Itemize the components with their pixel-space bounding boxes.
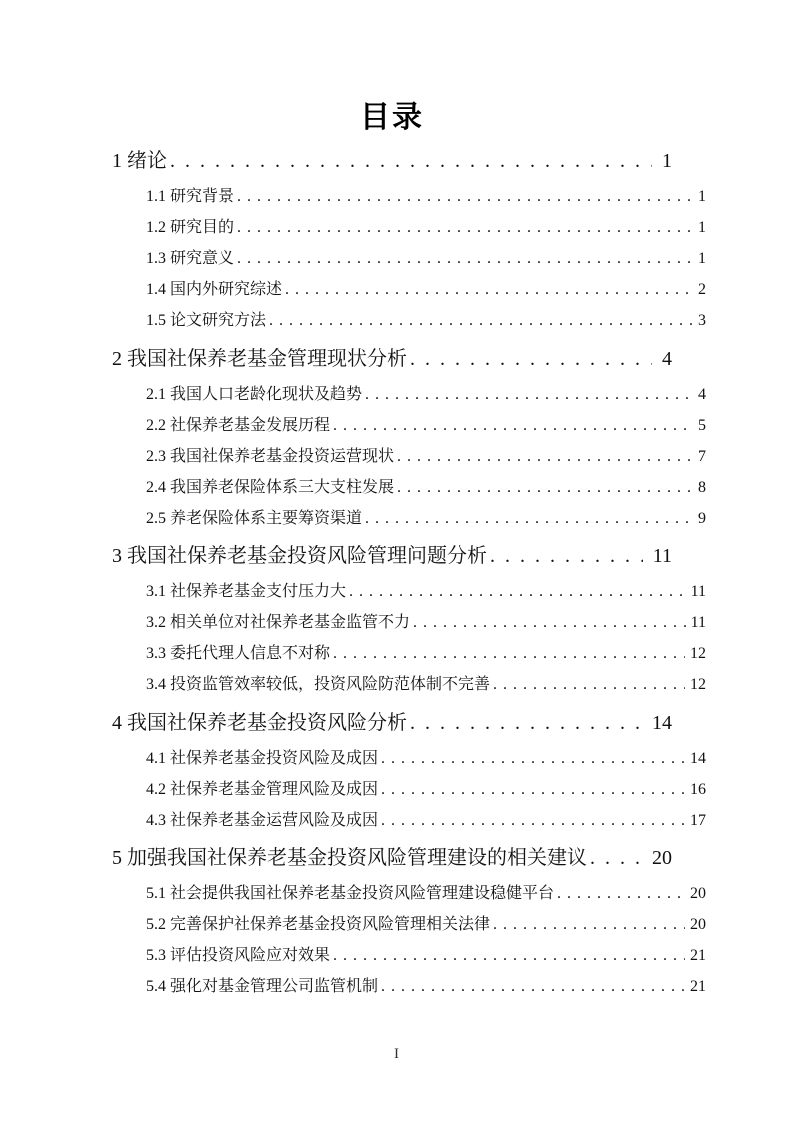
toc-entry-5-1[interactable] (146, 878, 706, 909)
toc-entry-page: 4 (698, 385, 706, 403)
toc-entry-3-4[interactable] (146, 669, 706, 700)
footer-page-number: I (394, 1046, 399, 1062)
dot-leader (410, 339, 652, 379)
dot-leader (381, 971, 685, 1002)
dot-leader (365, 379, 693, 410)
dot-leader (237, 212, 693, 243)
toc-entry-page: 20 (690, 885, 706, 902)
toc-entry-3-1[interactable] (146, 576, 706, 607)
dot-leader (349, 576, 686, 607)
dot-leader (269, 305, 693, 336)
toc-entry-page: 17 (690, 811, 706, 829)
toc-entry-label: 2 我国社保养老基金管理现状分析 (112, 347, 407, 370)
dot-leader (381, 774, 685, 805)
dot-leader (397, 441, 693, 472)
dot-leader (493, 669, 685, 700)
toc-entry-label: 3 我国社保养老基金投资风险管理问题分析 (112, 545, 487, 567)
dot-leader (410, 703, 642, 743)
toc-entry-label: 2.5 养老保险体系主要筹资渠道 (146, 509, 363, 527)
toc-entry-label: 1.1 研究背景 (146, 188, 235, 205)
toc-entry-label: 1.5 论文研究方法 (146, 312, 267, 329)
toc-entry-4-2[interactable] (146, 774, 706, 805)
toc-entry-label: 3.4 投资监管效率较低，投资风险防范体制不完善 (146, 676, 491, 693)
toc-entry-2-4[interactable] (146, 472, 706, 503)
toc-entry-page: 9 (698, 509, 706, 527)
toc-entry-page: 8 (698, 478, 706, 496)
toc-entry-2-3[interactable] (146, 441, 706, 472)
toc-entry-page: 7 (698, 447, 706, 465)
toc-entry-3[interactable] (112, 536, 672, 576)
dot-leader (365, 503, 693, 534)
toc-entry-1-3[interactable] (146, 243, 706, 274)
toc-entry-page: 14 (652, 711, 672, 734)
toc-entry-1-1[interactable] (146, 181, 706, 212)
toc-entry-label: 3.3 委托代理人信息不对称 (146, 645, 331, 662)
toc-entry-1-5[interactable] (146, 305, 706, 336)
toc-entry-2[interactable] (112, 339, 672, 379)
toc-entry-page: 5 (698, 416, 706, 434)
toc-entry-label: 5.4 强化对基金管理公司监管机制 (146, 978, 379, 995)
toc-entry-5-4[interactable] (146, 971, 706, 1002)
page-title: 目录 (360, 101, 424, 134)
dot-leader (493, 909, 685, 940)
toc-entry-1-2[interactable] (146, 212, 706, 243)
toc-entry-5[interactable] (112, 838, 672, 878)
toc-entry-page: 21 (690, 947, 706, 964)
toc-entry-label: 5.3 评估投资风险应对效果 (146, 947, 331, 964)
toc-entry-2-1[interactable] (146, 379, 706, 410)
toc-entry-2-5[interactable] (146, 503, 706, 534)
table-of-contents (112, 141, 706, 1002)
toc-entry-1-4[interactable] (146, 274, 706, 305)
toc-entry-page: 1 (698, 250, 706, 267)
toc-entry-label: 1.3 研究意义 (146, 250, 235, 267)
toc-entry-2-2[interactable] (146, 410, 706, 441)
dot-leader (170, 141, 652, 181)
toc-entry-page: 14 (690, 749, 706, 767)
toc-entry-3-3[interactable] (146, 638, 706, 669)
dot-leader (333, 410, 693, 441)
toc-entry-label: 5 加强我国社保养老基金投资风险管理建设的相关建议 (112, 847, 587, 869)
toc-entry-label: 5.1 社会提供我国社保养老基金投资风险管理建设稳健平台 (146, 885, 555, 902)
toc-entry-4[interactable] (112, 703, 672, 743)
toc-entry-page: 1 (698, 188, 706, 205)
toc-entry-4-3[interactable] (146, 805, 706, 836)
toc-entry-page: 11 (690, 614, 706, 631)
dot-leader (490, 536, 643, 576)
toc-entry-label: 1 绪论 (112, 150, 167, 172)
dot-leader (590, 838, 642, 878)
dot-leader (557, 878, 685, 909)
dot-leader (413, 607, 686, 638)
toc-entry-1[interactable] (112, 141, 672, 181)
toc-entry-page: 3 (698, 312, 706, 329)
dot-leader (397, 472, 693, 503)
toc-entry-label: 1.2 研究目的 (146, 219, 235, 236)
toc-entry-page: 11 (690, 583, 706, 600)
toc-entry-page: 16 (690, 780, 706, 798)
toc-entry-page: 1 (698, 219, 706, 236)
toc-entry-page: 11 (652, 545, 672, 567)
toc-entry-label: 4 我国社保养老基金投资风险分析 (112, 711, 407, 734)
toc-entry-label: 3.2 相关单位对社保养老基金监管不力 (146, 614, 411, 631)
dot-leader (381, 743, 685, 774)
toc-entry-label: 2.2 社保养老基金发展历程 (146, 416, 331, 434)
toc-entry-label: 2.1 我国人口老龄化现状及趋势 (146, 385, 363, 403)
toc-entry-5-2[interactable] (146, 909, 706, 940)
toc-entry-page: 21 (690, 978, 706, 995)
toc-entry-label: 2.4 我国养老保险体系三大支柱发展 (146, 478, 395, 496)
toc-entry-label: 4.2 社保养老基金管理风险及成因 (146, 780, 379, 798)
toc-entry-page: 4 (662, 347, 672, 370)
toc-entry-label: 2.3 我国社保养老基金投资运营现状 (146, 447, 395, 465)
dot-leader (381, 805, 685, 836)
toc-entry-label: 5.2 完善保护社保养老基金投资风险管理相关法律 (146, 916, 491, 933)
dot-leader (285, 274, 693, 305)
toc-entry-4-1[interactable] (146, 743, 706, 774)
toc-entry-page: 20 (690, 916, 706, 933)
toc-entry-label: 4.3 社保养老基金运营风险及成因 (146, 811, 379, 829)
dot-leader (333, 638, 685, 669)
toc-entry-page: 2 (698, 281, 706, 298)
toc-entry-label: 1.4 国内外研究综述 (146, 281, 283, 298)
toc-entry-label: 4.1 社保养老基金投资风险及成因 (146, 749, 379, 767)
dot-leader (333, 940, 685, 971)
dot-leader (237, 181, 693, 212)
toc-entry-5-3[interactable] (146, 940, 706, 971)
toc-entry-page: 1 (662, 150, 672, 172)
toc-entry-page: 12 (690, 676, 706, 693)
toc-entry-page: 12 (690, 645, 706, 662)
toc-entry-page: 20 (652, 847, 672, 869)
toc-entry-3-2[interactable] (146, 607, 706, 638)
toc-entry-label: 3.1 社保养老基金支付压力大 (146, 583, 347, 600)
dot-leader (237, 243, 693, 274)
